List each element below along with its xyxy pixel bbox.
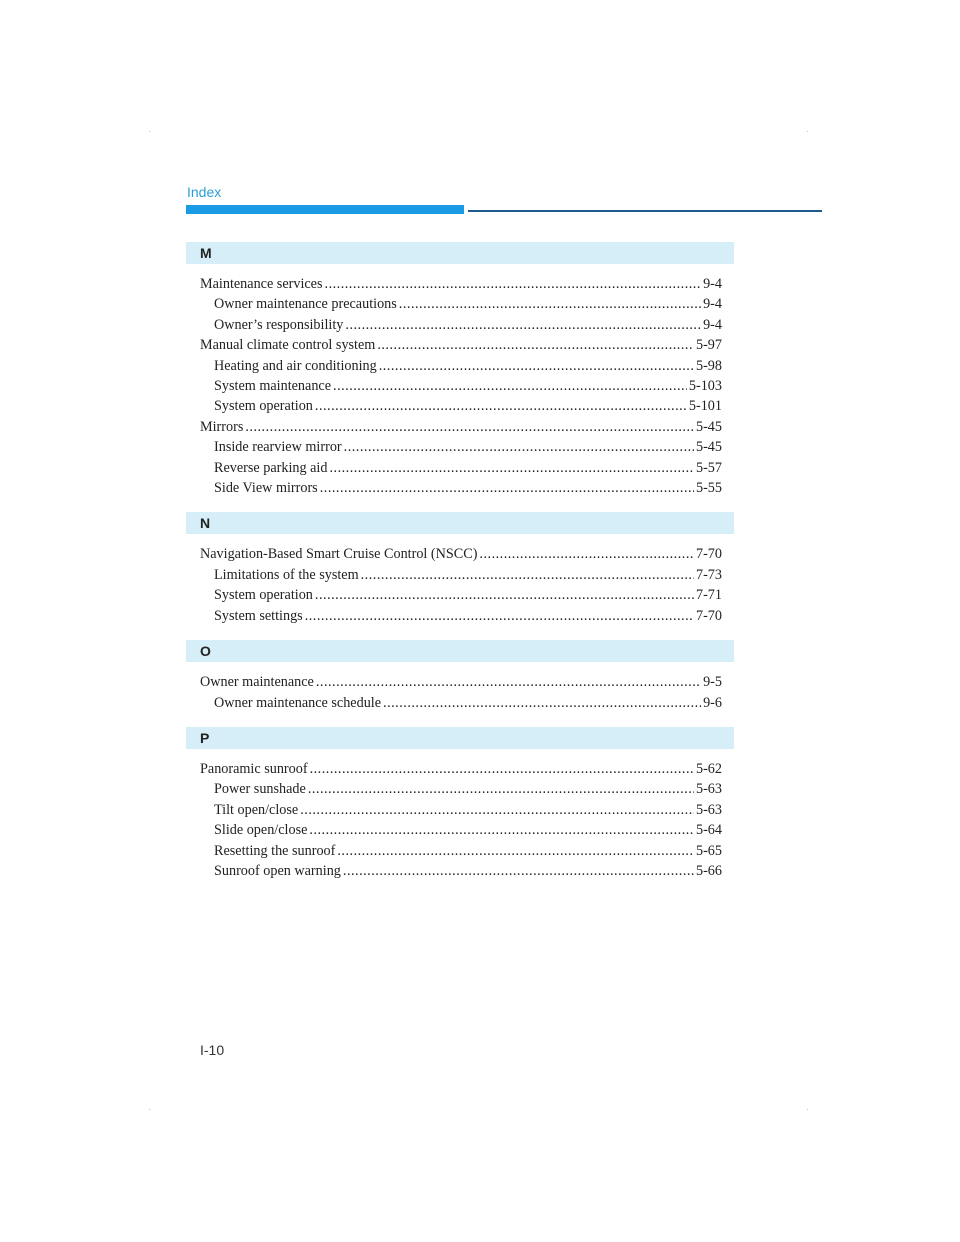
dot-leader [305, 606, 694, 626]
index-entry [186, 672, 734, 692]
entry-page-ref: 9-6 [703, 694, 722, 711]
index-entry [186, 544, 734, 564]
index-entry [186, 335, 734, 355]
entry-page-ref: 5-45 [695, 418, 722, 435]
entry-page-ref: 7-71 [695, 587, 722, 604]
entry-label: Tilt open/close [214, 801, 299, 818]
dot-leader [329, 458, 694, 478]
entry-label: Side View mirrors [214, 480, 318, 497]
entry-label: Navigation-Based Smart Cruise Control (NSCC) [200, 546, 478, 563]
entry-page-ref: 5-65 [695, 842, 722, 859]
entry-label: Resetting the sunroof [214, 842, 336, 859]
dot-leader [383, 693, 701, 713]
entry-label: Owner maintenance schedule [214, 694, 382, 711]
dot-leader [320, 478, 694, 498]
entry-label: Owner’s responsibility [214, 316, 344, 333]
entry-label: Reverse parking aid [214, 459, 328, 476]
dot-leader [245, 417, 694, 437]
crop-mark: · [148, 1104, 152, 1115]
index-subentry [186, 376, 734, 396]
entry-page-ref: 9-4 [703, 316, 722, 333]
index-section-o [186, 640, 734, 713]
section-letter-heading: P [186, 727, 734, 749]
entry-label: Inside rearview mirror [214, 439, 342, 456]
section-letter-heading: M [186, 242, 734, 264]
dot-leader [315, 396, 687, 416]
dot-leader [333, 376, 687, 396]
index-subentry [186, 356, 734, 376]
index-subentry [186, 779, 734, 799]
entry-label: Power sunshade [214, 781, 306, 798]
entry-label: Owner maintenance precautions [214, 296, 397, 313]
dot-leader [361, 565, 694, 585]
section-letter-heading: O [186, 640, 734, 662]
dot-leader [310, 759, 694, 779]
index-entry [186, 759, 734, 779]
dot-leader [325, 274, 702, 294]
index-subentry [186, 458, 734, 478]
index-subentry [186, 294, 734, 314]
entry-page-ref: 9-4 [703, 296, 722, 313]
entry-page-ref: 5-55 [695, 480, 722, 497]
index-subentry [186, 606, 734, 626]
dot-leader [300, 800, 694, 820]
entry-page-ref: 5-101 [688, 398, 722, 415]
entry-page-ref: 5-103 [688, 378, 722, 395]
entry-page-ref: 5-45 [695, 439, 722, 456]
entry-label: Panoramic sunroof [200, 760, 308, 777]
entry-page-ref: 5-66 [695, 862, 722, 879]
index-subentry [186, 478, 734, 498]
entry-label: System maintenance [214, 378, 332, 395]
crop-mark: · [148, 126, 152, 137]
dot-leader [399, 294, 701, 314]
dot-leader [345, 315, 701, 335]
index-subentry [186, 861, 734, 881]
index-subentry [186, 820, 734, 840]
dot-leader [379, 356, 694, 376]
dot-leader [316, 672, 701, 692]
entry-page-ref: 5-57 [695, 459, 722, 476]
entry-label: Heating and air conditioning [214, 357, 377, 374]
crop-mark: · [806, 126, 810, 137]
index-subentry [186, 693, 734, 713]
dot-leader [343, 861, 694, 881]
index-content [186, 242, 734, 895]
entry-page-ref: 7-70 [695, 546, 722, 563]
entry-label: Slide open/close [214, 822, 308, 839]
dot-leader [337, 841, 694, 861]
index-subentry [186, 565, 734, 585]
index-subentry [186, 396, 734, 416]
entry-page-ref: 9-4 [703, 276, 722, 292]
index-entry [186, 417, 734, 437]
header-rule [468, 210, 822, 212]
entry-page-ref: 5-64 [695, 822, 722, 839]
index-subentry [186, 800, 734, 820]
page-number: I-10 [200, 1042, 225, 1058]
section-letter-heading: N [186, 512, 734, 534]
index-subentry [186, 841, 734, 861]
entry-page-ref: 9-5 [703, 674, 722, 691]
entry-label: Limitations of the system [214, 566, 359, 583]
index-section-m [186, 242, 734, 498]
entry-page-ref: 5-63 [695, 801, 722, 818]
entry-label: System operation [214, 587, 313, 604]
entry-label: Mirrors [200, 418, 244, 435]
entry-label: Sunroof open warning [214, 862, 341, 879]
entry-page-ref: 7-70 [695, 607, 722, 624]
dot-leader [309, 820, 694, 840]
crop-mark: · [806, 1104, 810, 1115]
index-section-p [186, 727, 734, 881]
entry-label: System settings [214, 607, 303, 624]
entry-page-ref: 5-62 [695, 760, 722, 777]
entry-label: Owner maintenance [200, 674, 314, 691]
dot-leader [377, 335, 694, 355]
dot-leader [344, 437, 694, 457]
entry-label: System operation [214, 398, 313, 415]
header-accent-bar [186, 205, 464, 214]
index-subentry [186, 315, 734, 335]
index-entry [186, 274, 734, 294]
dot-leader [308, 779, 694, 799]
entry-label: Maintenance services [200, 276, 323, 292]
entry-page-ref: 5-63 [695, 781, 722, 798]
dot-leader [479, 544, 694, 564]
entry-page-ref: 7-73 [695, 566, 722, 583]
index-subentry [186, 437, 734, 457]
index-section-n [186, 512, 734, 626]
index-subentry [186, 585, 734, 605]
entry-page-ref: 5-97 [695, 337, 722, 354]
entry-label: Manual climate control system [200, 337, 376, 354]
dot-leader [315, 585, 694, 605]
page-header-title: Index [187, 184, 222, 200]
entry-page-ref: 5-98 [695, 357, 722, 374]
